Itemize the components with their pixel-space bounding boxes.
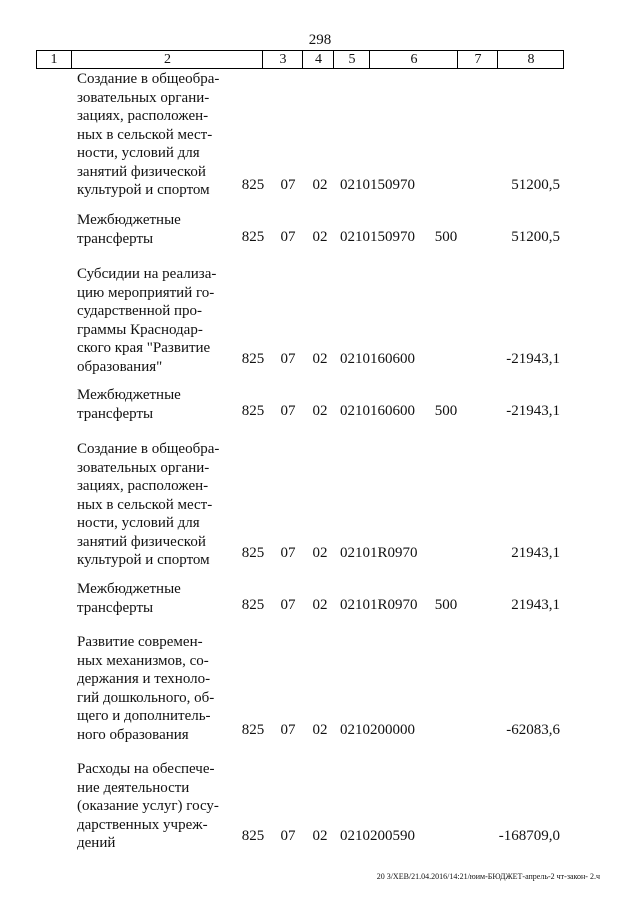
row-code-col3: 825: [241, 177, 265, 193]
row-description: Расходы на обеспече- ние деятельности (оказание услуг) госу- дарственных учреж- дений: [77, 761, 219, 851]
column-header-8: 8: [497, 51, 564, 68]
row-code-col3: 825: [241, 722, 265, 738]
row-amount: 51200,5: [511, 177, 560, 193]
row-code-col3: 825: [241, 229, 265, 245]
row-code-col5: 02: [312, 545, 328, 561]
row-code-col3: 825: [241, 351, 265, 367]
row-code-col3: 825: [241, 597, 265, 613]
row-amount: -21943,1: [506, 351, 560, 367]
row-code-col5: 02: [312, 722, 328, 738]
row-description: Создание в общеобра- зовательных органи- зациях, расположен- ных в сельской мест- ности, условий для занятий физической культурой и спортом: [77, 441, 220, 568]
row-code-col6: 0210150970: [340, 229, 415, 245]
row-code-col6: 0210200590: [340, 828, 415, 844]
row-amount: -62083,6: [506, 722, 560, 738]
row-description: Межбюджетные трансферты: [77, 212, 181, 247]
row-description: Межбюджетные трансферты: [77, 581, 181, 616]
document-footer: 20 3/ХЕВ/21.04.2016/14:21/юим-БЮДЖЕТ-апрель-2 чт-закон- 2.ч: [376, 872, 600, 881]
row-description: Межбюджетные трансферты: [77, 387, 181, 422]
row-code-col7: 500: [434, 403, 458, 419]
column-header-2: 2: [71, 51, 263, 68]
row-code-col5: 02: [312, 229, 328, 245]
row-code-col5: 02: [312, 177, 328, 193]
row-code-col4: 07: [280, 351, 296, 367]
row-code-col4: 07: [280, 828, 296, 844]
table-header: [36, 50, 564, 69]
row-code-col5: 02: [312, 351, 328, 367]
row-code-col4: 07: [280, 403, 296, 419]
row-code-col6: 02101R0970: [340, 545, 418, 561]
page-number: 298: [308, 32, 332, 48]
column-header-3: 3: [262, 51, 303, 68]
row-code-col7: 500: [434, 229, 458, 245]
row-description: Субсидии на реализа- цию мероприятий го- сударственной про- граммы Краснодар- ского края "Развитие образования": [77, 266, 217, 375]
column-header-5: 5: [333, 51, 370, 68]
column-header-4: 4: [302, 51, 334, 68]
row-code-col4: 07: [280, 177, 296, 193]
column-header-7: 7: [457, 51, 498, 68]
row-amount: -21943,1: [506, 403, 560, 419]
row-code-col4: 07: [280, 597, 296, 613]
row-code-col4: 07: [280, 722, 296, 738]
row-amount: 51200,5: [511, 229, 560, 245]
row-code-col4: 07: [280, 229, 296, 245]
column-header-6: 6: [369, 51, 458, 68]
row-code-col3: 825: [241, 828, 265, 844]
row-code-col3: 825: [241, 545, 265, 561]
row-code-col3: 825: [241, 403, 265, 419]
row-code-col7: 500: [434, 597, 458, 613]
row-description: Развитие современ- ных механизмов, со- держания и техноло- гий дошкольного, об- щего и дополнитель- ного образования: [77, 634, 215, 743]
column-header-1: 1: [50, 52, 58, 67]
row-amount: -168709,0: [498, 828, 560, 844]
row-description: Создание в общеобра- зовательных органи- зациях, расположен- ных в сельской мест- ности, условий для занятий физической культурой и спортом: [77, 71, 220, 198]
row-code-col6: 0210150970: [340, 177, 415, 193]
row-code-col4: 07: [280, 545, 296, 561]
row-code-col6: 0210160600: [340, 351, 415, 367]
row-code-col5: 02: [312, 828, 328, 844]
row-code-col6: 02101R0970: [340, 597, 418, 613]
row-amount: 21943,1: [511, 545, 560, 561]
row-code-col6: 0210160600: [340, 403, 415, 419]
row-code-col5: 02: [312, 597, 328, 613]
row-amount: 21943,1: [511, 597, 560, 613]
row-code-col5: 02: [312, 403, 328, 419]
row-code-col6: 0210200000: [340, 722, 415, 738]
